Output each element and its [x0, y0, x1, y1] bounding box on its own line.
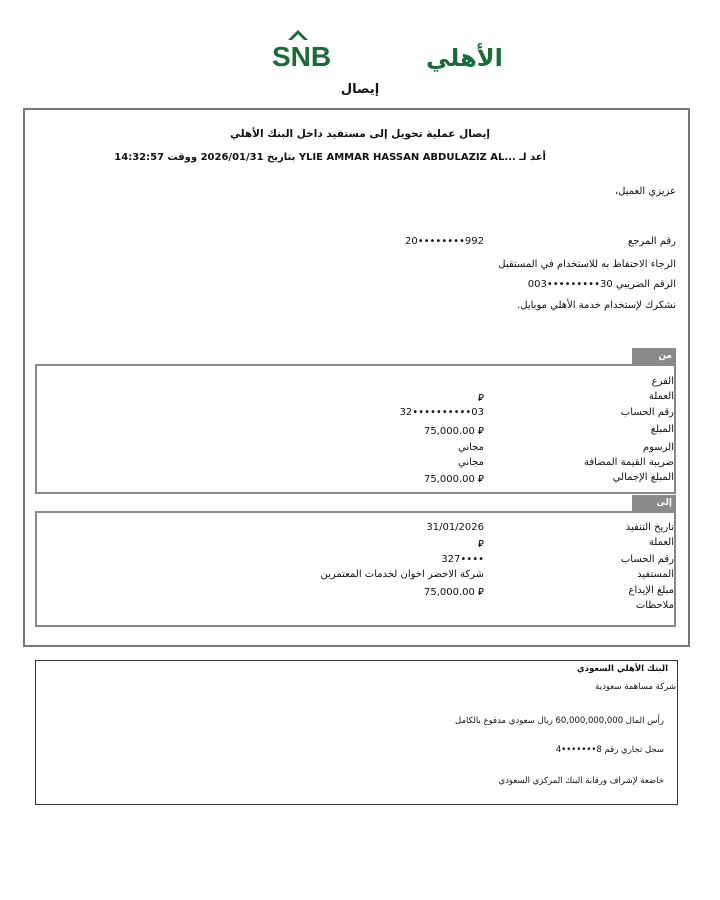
thanks-note: نشكرك لإستخدام خدمة الأهلي موبايل. — [517, 300, 676, 311]
tax-number: الرقم الضريبي 30•••••••••003 — [527, 279, 676, 290]
to-value-deposit: 75,000.00 ⃁ — [423, 587, 484, 598]
to-value-account: 327•••• — [441, 554, 484, 565]
from-value-currency: ⃁ — [478, 393, 484, 404]
to-label-account: رقم الحساب — [620, 554, 674, 565]
to-value-exec-date: 31/01/2026 — [426, 522, 484, 533]
from-label-branch: الفرع — [651, 376, 674, 387]
footer-regulator: خاضعة لإشراف ورقابة البنك المركزي السعودي — [498, 776, 664, 786]
to-label-beneficiary: المستفيد — [637, 569, 674, 580]
footer-cr: سجل تجاري رقم 8•••••••4 — [555, 745, 664, 755]
footer-bank-name: البنك الأهلي السعودي — [576, 664, 668, 674]
from-label-total: المبلغ الإجمالي — [612, 472, 674, 483]
from-value-fees: مجاني — [458, 442, 484, 453]
prepared-prefix: أعد لـ — [519, 152, 546, 163]
snb-logo — [270, 28, 503, 72]
greeting: عزيزي العميل، — [614, 186, 676, 197]
reference-label: رقم المرجع — [627, 236, 676, 247]
from-label-fees: الرسوم — [642, 442, 674, 453]
from-label-currency: العملة — [648, 391, 674, 402]
footer-capital: رأس المال 60,000,000,000 ريال سعودي مدفوع بالكامل — [455, 716, 664, 726]
to-value-beneficiary: شركة الاخضر اخوان لخدمات المعتمرين — [320, 569, 484, 580]
prepared-date: بتاريخ 2026/01/31 ووقت 14:32:57 — [114, 152, 296, 163]
from-label-amount: المبلغ — [650, 424, 674, 435]
from-box — [35, 364, 676, 494]
to-label-exec-date: تاريخ التنفيذ — [625, 522, 674, 533]
keep-note: الرجاء الاحتفاظ به للاستخدام في المستقبل — [498, 259, 676, 270]
prepared-name: ...YLIE AMMAR HASSAN ABDULAZIZ AL — [298, 152, 516, 163]
logo-latin: SNB — [272, 41, 332, 72]
logo-arabic: الأهلي — [426, 44, 503, 72]
page-title: إيصال — [340, 82, 380, 97]
from-value-vat: مجاني — [458, 457, 484, 468]
footer-company-type: شركة مساهمة سعودية — [595, 682, 676, 692]
from-value-account: 32••••••••••03 — [399, 407, 484, 418]
to-label-deposit: مبلغ الإيداع — [628, 585, 674, 596]
to-tab: إلى — [632, 495, 676, 511]
to-value-currency: ⃁ — [478, 539, 484, 550]
logo-roof-icon — [288, 30, 308, 40]
from-label-vat: ضريبة القيمة المضافة — [583, 457, 674, 468]
to-label-currency: العملة — [648, 537, 674, 548]
from-tab: من — [632, 348, 676, 364]
from-label-account: رقم الحساب — [620, 407, 674, 418]
from-value-total: 75,000.00 ⃁ — [423, 474, 484, 485]
prepared-line — [114, 152, 546, 163]
from-value-amount: 75,000.00 ⃁ — [423, 426, 484, 437]
receipt-heading: إيصال عملية تحويل إلى مستفيد داخل البنك الأهلي — [229, 128, 491, 140]
to-label-notes: ملاحظات — [635, 600, 674, 611]
reference-value: 20••••••••992 — [405, 236, 484, 247]
